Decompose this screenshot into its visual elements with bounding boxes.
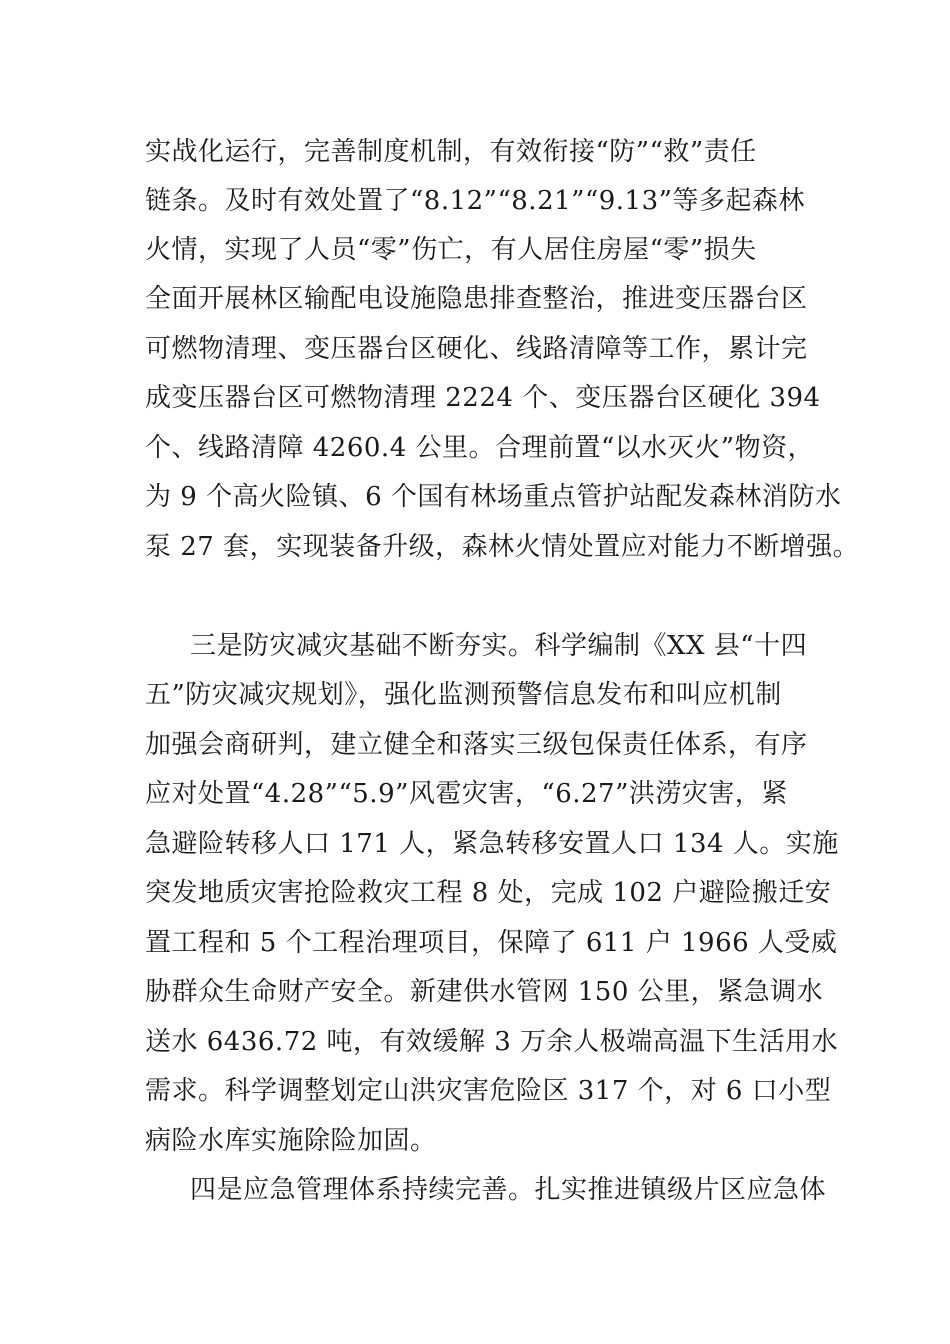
text-line: 成变压器台区可燃物清理 2224 个、变压器台区硬化 394 [145, 383, 821, 413]
text-line: 三是防灾减灾基础不断夯实。科学编制《XX 县“十四 [190, 631, 808, 661]
text-line: 急避险转移人口 171 人，紧急转移安置人口 134 人。实施 [145, 829, 839, 859]
text-line: 病险水库实施除险加固。 [145, 1126, 437, 1156]
text-line: 实战化运行，完善制度机制，有效衔接“防”“救”责任 [145, 137, 757, 167]
text-line: 个、线路清障 4260.4 公里。合理前置“以水灭火”物资， [145, 433, 815, 463]
text-line: 五”防灾减灾规划》，强化监测预警信息发布和叫应机制 [145, 680, 782, 710]
text-line: 四是应急管理体系持续完善。扎实推进镇级片区应急体 [190, 1175, 827, 1205]
text-line: 链条。及时有效处置了“8.12”“8.21”“9.13”等多起森林 [145, 186, 805, 216]
text-line: 应对处置“4.28”“5.9”风雹灾害，“6.27”洪涝灾害，紧 [145, 779, 788, 809]
text-line: 可燃物清理、变压器台区硬化、线路清障等工作，累计完 [145, 334, 808, 364]
text-line: 加强会商研判，建立健全和落实三级包保责任体系，有序 [145, 730, 808, 760]
text-line: 胁群众生命财产安全。新建供水管网 150 公里，紧急调水 [145, 977, 824, 1007]
text-line: 需求。科学调整划定山洪灾害危险区 317 个，对 6 口小型 [145, 1076, 832, 1106]
text-line: 置工程和 5 个工程治理项目，保障了 611 户 1966 人受威 [145, 928, 838, 958]
text-line: 火情，实现了人员“零”伤亡，有人居住房屋“零”损失 [145, 235, 757, 265]
text-line: 泵 27 套，实现装备升级，森林火情处置应对能力不断增强。 [145, 532, 860, 562]
text-line: 送水 6436.72 吨，有效缓解 3 万余人极端高温下生活用水 [145, 1027, 839, 1057]
text-line: 全面开展林区输配电设施隐患排查整治，推进变压器台区 [145, 284, 808, 314]
text-line: 突发地质灾害抢险救灾工程 8 处，完成 102 户避险搬迁安 [145, 878, 832, 908]
text-line: 为 9 个高火险镇、6 个国有林场重点管护站配发森林消防水 [145, 482, 842, 512]
